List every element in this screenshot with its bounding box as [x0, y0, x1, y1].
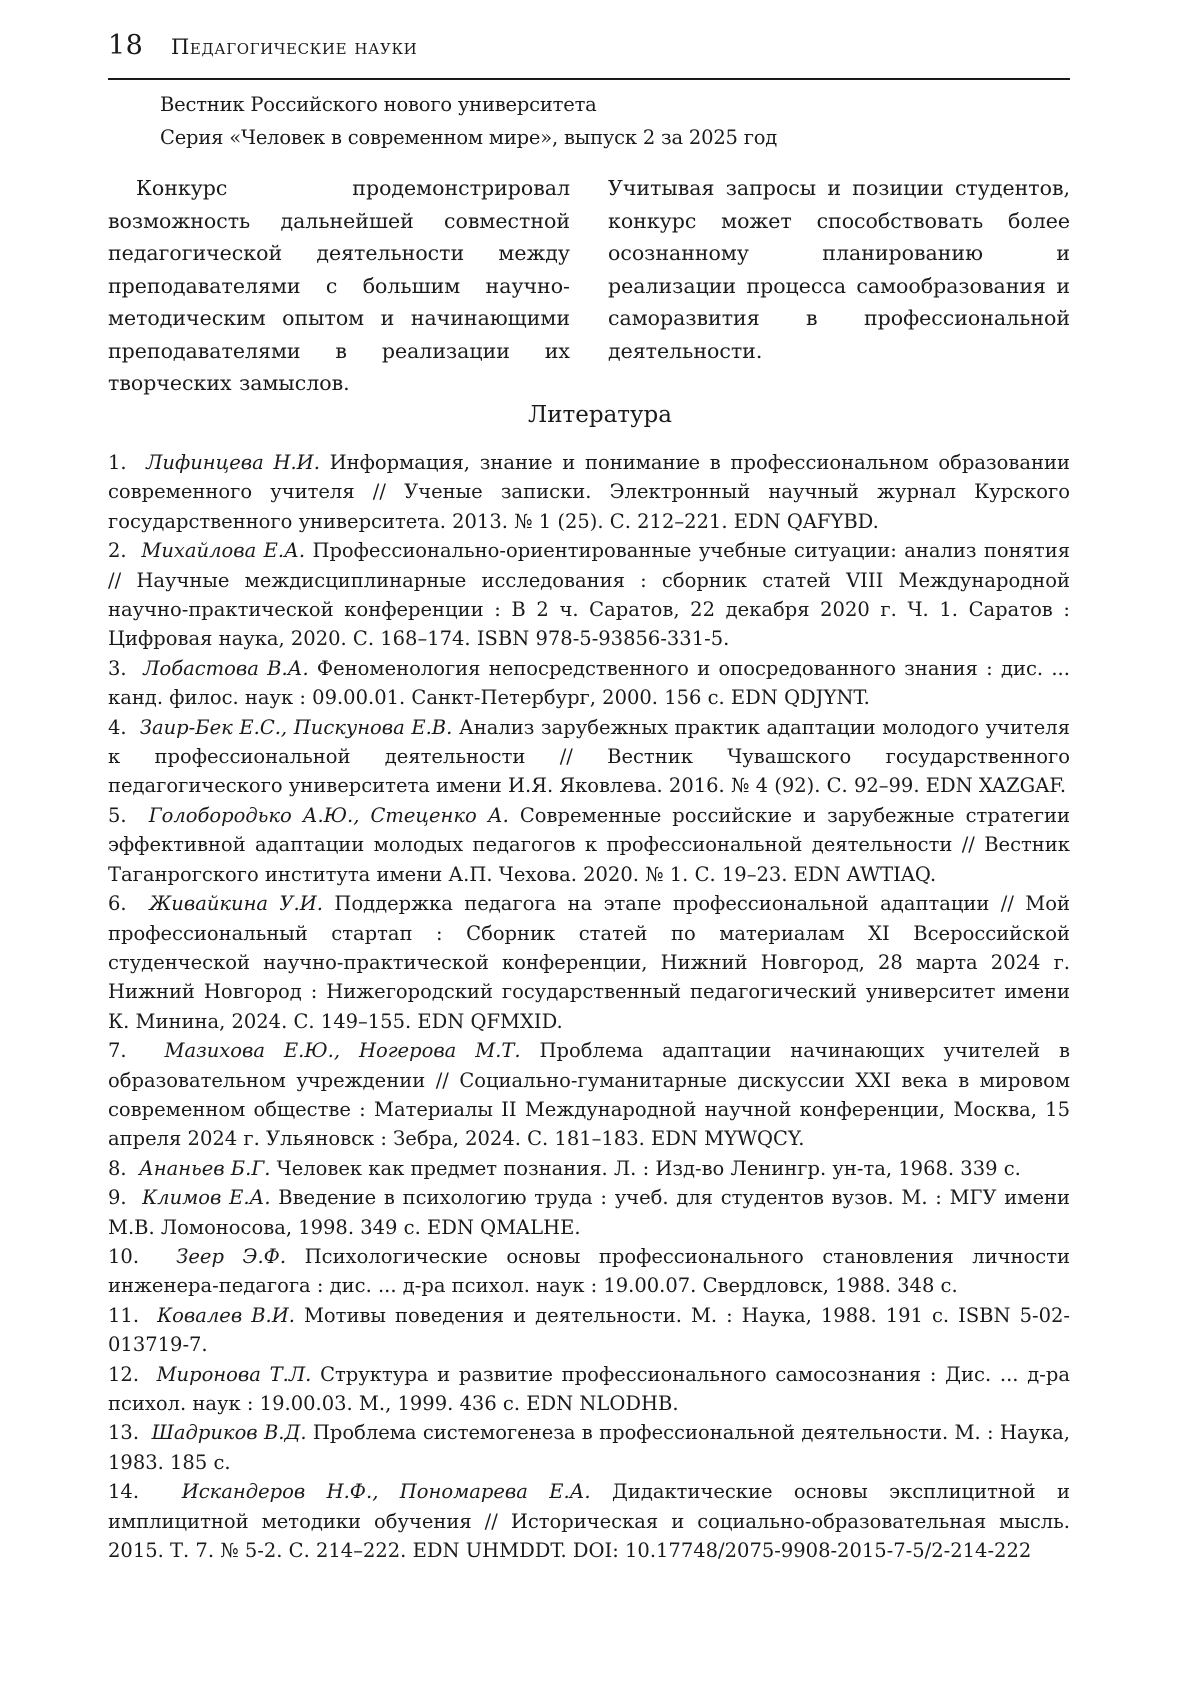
reference-item: [108, 801, 1070, 889]
reference-number: 7.: [108, 1039, 165, 1063]
reference-item: [108, 1301, 1070, 1360]
reference-text: Профессионально-ориентированные учебные ситуации: анализ понятия // Научные междисциплинарные исследования : сборник статей VIII Международной научно-практической конференции : В 2 ч. Саратов, 22 декабря 2020 г. Ч. 1. Саратов : Цифровая наука, 2020. С. 168–174. ISBN 978-5-93856-331-5.: [108, 539, 1070, 651]
reference-authors: Зеер Э.Ф.: [176, 1244, 287, 1268]
reference-text: Информация, знание и понимание в профессиональном образовании современного учителя // Ученые записки. Электронный научный журнал Курского государственного университета. 2013. № 1 (25). С. 212–221. EDN QAFYBD.: [108, 451, 1070, 533]
reference-number: 1.: [108, 451, 147, 474]
reference-authors: Миронова Т.Л.: [156, 1362, 312, 1386]
reference-item: [108, 1154, 1070, 1183]
reference-text: Современные российские и зарубежные стратегии эффективной адаптации молодых педагогов к профессиональной деятельности // Вестник Таганрогского института имени А.П. Чехова. 2020. № 1. С. 19–23. EDN AWTIAQ.: [108, 803, 1070, 886]
reference-text: Анализ зарубежных практик адаптации молодого учителя к профессиональной деятельности // Вестник Чувашского государственного педагогического университета имени И.Я. Яковлева. 2016. № 4 (92). С. 92–99. EDN XAZGAF.: [108, 715, 1070, 798]
reference-text: Введение в психологию труда : учеб. для студентов вузов. М. : МГУ имени М.В. Ломоносова, 1998. 349 с. EDN QMALHE.: [108, 1186, 1070, 1239]
reference-text: Поддержка педагога на этапе профессиональной адаптации // Мой профессиональный стартап : Сборник статей по материалам XI Всероссийской студенческой научно-практической конференции, Нижний Новгород, 28 марта 2024 г. Нижний Новгород : Нижегородский государственный педагогический университет имени К. Минина, 2024. С. 149–155. EDN QFMXID.: [108, 892, 1070, 1033]
reference-item: [108, 536, 1070, 654]
reference-item: [108, 1418, 1070, 1477]
reference-authors: Мазихова Е.Ю., Ногерова М.Т.: [164, 1039, 521, 1063]
reference-number: 9.: [108, 1186, 143, 1210]
body-paragraph: Учитывая запросы и позиции студентов, конкурс может способствовать более осознанному планированию и реализации процесса самообразования и саморазвития в профессиональной деятельности.: [608, 176, 1070, 363]
reference-number: 2.: [108, 539, 142, 563]
reference-authors: Михайлова Е.А.: [141, 539, 306, 563]
reference-authors: Шадриков В.Д.: [151, 1421, 307, 1445]
reference-text: Человек как предмет познания. Л. : Изд-во Ленингр. ун-та, 1968. 339 с.: [270, 1156, 1021, 1180]
reference-item: [108, 448, 1070, 536]
body-column-left: [108, 172, 570, 400]
reference-item: [108, 654, 1070, 713]
reference-number: 10.: [108, 1244, 177, 1268]
literature-heading: Литература: [528, 402, 672, 428]
reference-authors: Лобастова В.А.: [143, 656, 309, 680]
reference-authors: Заир-Бек Е.С., Пискунова Е.В.: [139, 715, 453, 739]
journal-info: [160, 88, 777, 154]
reference-authors: Живайкина У.И.: [149, 892, 323, 916]
reference-number: 11.: [108, 1303, 158, 1327]
reference-number: 5.: [108, 803, 149, 827]
reference-text: Проблема адаптации начинающих учителей в образовательном учреждении // Социально-гуманитарные дискуссии XXI века в мировом современном обществе : Материалы II Международной научной конференции, Москва, 15 апреля 2024 г. Ульяновск : Зебра, 2024. С. 181–183. EDN MYWQCY.: [108, 1039, 1070, 1151]
reference-item: [108, 1360, 1070, 1419]
journal-series: Серия «Человек в современном мире», выпуск 2 за 2025 год: [160, 126, 778, 149]
reference-text: Феноменология непосредственного и опосредованного знания : дис. ... канд. филос. наук : 09.00.01. Санкт-Петербург, 2000. 156 с. EDN QDJYNT.: [108, 656, 1070, 710]
reference-item: [108, 713, 1070, 801]
page-number: 18: [108, 30, 144, 61]
reference-authors: Лифинцева Н.И.: [146, 451, 320, 474]
body-column-right: [608, 172, 1070, 367]
running-header: [108, 30, 1070, 80]
reference-authors: Ковалев В.И.: [157, 1303, 295, 1327]
reference-number: 14.: [108, 1480, 182, 1504]
reference-number: 13.: [108, 1421, 152, 1445]
reference-authors: Искандеров Н.Ф., Пономарева Е.А.: [181, 1480, 591, 1504]
reference-text: Дидактические основы эксплицитной и имплицитной методики обучения // Историческая и социально-образовательная мысль. 2015. Т. 7. № 5-2. С. 214–222. EDN UHMDDT. DOI: 10.17748/2075-9908-2015-7-5/2-214-222: [108, 1480, 1070, 1563]
reference-item: [108, 1036, 1070, 1154]
reference-number: 6.: [108, 892, 150, 916]
reference-item: [108, 1242, 1070, 1301]
section-title: Педагогические науки: [171, 35, 418, 59]
reference-text: Мотивы поведения и деятельности. М. : Наука, 1988. 191 с. ISBN 5-02-013719-7.: [108, 1303, 1070, 1357]
reference-list: [108, 448, 1070, 1565]
body-paragraph: Конкурс продемонстрировал возможность дальнейшей совместной педагогической деятельности между преподавателями с большим научно-методическим опытом и начинающими преподавателями в реализации их творческих замыслов.: [108, 176, 570, 395]
journal-title: Вестник Российского нового университета: [160, 93, 597, 116]
reference-authors: Климов Е.А.: [142, 1186, 271, 1210]
reference-number: 3.: [108, 656, 144, 680]
reference-number: 12.: [108, 1362, 157, 1386]
reference-text: Проблема системогенеза в профессиональной деятельности. М. : Наука, 1983. 185 с.: [108, 1421, 1070, 1474]
reference-item: [108, 1477, 1070, 1565]
reference-item: [108, 889, 1070, 1036]
reference-authors: Ананьев Б.Г.: [139, 1156, 271, 1180]
reference-text: Психологические основы профессионального становления личности инженера-педагога : дис. ... д-ра психол. наук : 19.00.07. Свердловск, 1988. 348 с.: [108, 1244, 1070, 1298]
reference-text: Структура и развитие профессионального самосознания : Дис. ... д-ра психол. наук : 19.00.03. М., 1999. 436 с. EDN NLODHB.: [108, 1362, 1070, 1415]
reference-number: 8.: [108, 1156, 140, 1180]
reference-item: [108, 1183, 1070, 1242]
reference-authors: Голобородько А.Ю., Стеценко А.: [148, 803, 509, 827]
reference-number: 4.: [108, 715, 140, 739]
